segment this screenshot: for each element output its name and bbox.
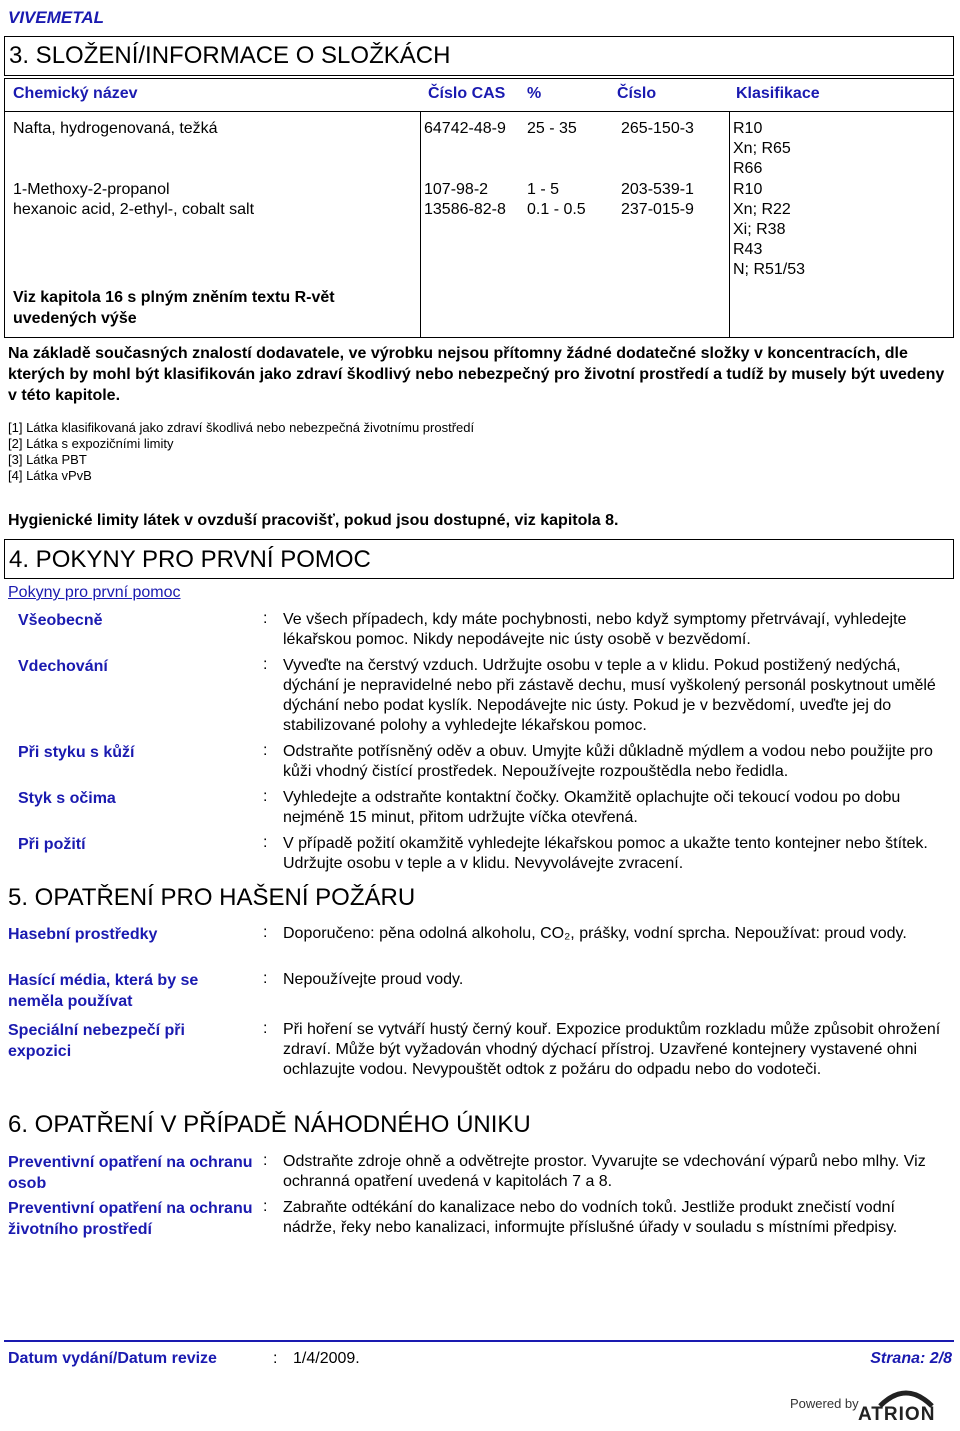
row3-cas: 13586-82-8 <box>424 201 506 218</box>
first-aid-general-label: Všeobecně <box>18 612 103 629</box>
date-label: Datum vydání/Datum revize <box>8 1350 217 1367</box>
extinguishing-media-label: Hasební prostředky <box>8 926 158 943</box>
environmental-precautions-label: Preventivní opatření na ochranu životního prostředí <box>8 1200 253 1238</box>
col-header-class: Klasifikace <box>736 85 820 102</box>
first-aid-subtitle: Pokyny pro první pomoc <box>8 584 181 601</box>
section-3-title: 3. SLOŽENÍ/INFORMACE O SLOŽKÁCH <box>9 42 451 69</box>
first-aid-inhalation-label: Vdechování <box>18 658 108 675</box>
colon: : <box>263 788 268 805</box>
note-item: [4] Látka vPvB <box>8 468 92 483</box>
col-header-percent: % <box>527 85 542 102</box>
colon: : <box>263 834 268 851</box>
first-aid-eyes-label: Styk s očima <box>18 790 116 807</box>
first-aid-general-text: Ve všech případech, kdy máte pochybnosti, nebo když symptomy přetrvávají, vyhledejte lékařskou pomoc. Nikdy nepodávejte nic ústy osobě v bezvědomí. <box>283 611 907 648</box>
col-divider <box>729 111 730 337</box>
first-aid-skin-text: Odstraňte potřísněný oděv a obuv. Umyjte kůži důkladně mýdlem a vodou nebo použijte pro kůži vhodný čistící prostředek. Nepoužívejte rozpouštědla nebo ředidla. <box>283 743 933 780</box>
row1-class-3: R66 <box>733 160 763 177</box>
section-5-title: 5. OPATŘENÍ PRO HAŠENÍ POŽÁRU <box>8 884 416 911</box>
colon: : <box>263 610 268 627</box>
row2-percent: 1 - 5 <box>527 181 560 198</box>
col-header-name: Chemický název <box>13 85 138 102</box>
special-hazards-text: Při hoření se vytváří hustý černý kouř. Expozice produktům rozkladu může způsobit ohrožení zdraví. Může být vyžadován vhodný dýchací přístroj. Uzavřené kontejnery vystavené ohni ochlazujte vodou. Nevypouštět odtok z požáru do odpadu nebo do vodoteči. <box>283 1021 941 1078</box>
page-number: Strana: 2/8 <box>870 1350 952 1367</box>
first-aid-ingestion-label: Při požití <box>18 836 86 853</box>
footer-colon: : <box>273 1350 278 1367</box>
row1-class-2: Xn; R65 <box>733 140 791 157</box>
atrion-logo-text: ATRION <box>858 1404 936 1425</box>
first-aid-ingestion-text: V případě požití okamžitě vyhledejte lékařskou pomoc a ukažte tento kontejner nebo štítek. Udržujte osobu v teple a v klidu. Nevyvolávejte zvracení. <box>283 835 928 872</box>
unsuitable-media-label: Hasící média, která by se neměla používat <box>8 972 199 1010</box>
row3-class-1: Xn; R22 <box>733 201 791 218</box>
environmental-precautions-text: Zabraňte odtékání do kanalizace nebo do vodních toků. Jestliže produkt znečistí vodní nádrže, řeky nebo kanalizaci, informujte příslušné úřady v souladu s místními předpisy. <box>283 1199 898 1236</box>
colon: : <box>263 924 268 941</box>
row2-cas: 107-98-2 <box>424 181 489 198</box>
company-name: VIVEMETAL <box>8 8 105 27</box>
note-item: [2] Látka s expozičními limity <box>8 436 174 451</box>
special-hazards-label: Speciální nebezpečí při expozici <box>8 1022 185 1060</box>
colon: : <box>263 1152 268 1169</box>
section-4-title: 4. POKYNY PRO PRVNÍ POMOC <box>9 546 371 573</box>
footer-divider <box>4 1340 954 1342</box>
col-header-cas: Číslo CAS <box>428 85 506 102</box>
col-header-ec: Číslo <box>617 85 657 102</box>
personal-precautions-text: Odstraňte zdroje ohně a odvětrejte prostor. Vyvarujte se vdechování výparů nebo mlhy. Viz ochranná opatření uvedená v kapitolách 7 a 8. <box>283 1153 926 1190</box>
colon: : <box>263 656 268 673</box>
footer-date-label <box>8 1350 217 1368</box>
row3-ec: 237-015-9 <box>621 201 694 218</box>
section-3-header <box>4 36 954 76</box>
row3-percent: 0.1 - 0.5 <box>527 201 586 218</box>
colon: : <box>263 742 268 759</box>
unsuitable-media-text: Nepoužívejte proud vody. <box>283 971 464 988</box>
row1-percent: 25 - 35 <box>527 120 577 137</box>
notes-list <box>8 420 474 484</box>
row2-ec: 203-539-1 <box>621 181 694 198</box>
first-aid-inhalation-text: Vyveďte na čerstvý vzduch. Udržujte osobu v teple a v klidu. Pokud postižený nedýchá, dýchání je nepravidelné nebo při zástavě dechu, musí vyškolený personál poskytnout umělé dýchání nebo podat kyslík. Nepodávejte nic ústy. Pokud je v bezvědomí, uveďte jej do stabilizované polohy a vyhledejte lékařskou pomoc. <box>283 657 936 734</box>
row1-name: Nafta, hydrogenovaná, težká <box>13 120 218 137</box>
first-aid-eyes-text: Vyhledejte a odstraňte kontaktní čočky. Okamžitě oplachujte oči tekoucí vodou po dobu nejméně 15 minut, přitom udržujte víčka otevřená. <box>283 789 901 826</box>
row3-name: hexanoic acid, 2-ethyl-, cobalt salt <box>13 201 255 218</box>
row1-ec: 265-150-3 <box>621 120 694 137</box>
colon: : <box>263 1020 268 1037</box>
composition-table <box>4 78 954 338</box>
footer-date: 1/4/2009. <box>293 1350 360 1367</box>
r-phrases-note: Viz kapitola 16 s plným zněním textu R-vět uvedených výše <box>13 289 335 327</box>
section-4-header <box>4 539 954 579</box>
row3-class-3: R43 <box>733 241 763 258</box>
row3-class-2: Xi; R38 <box>733 221 786 238</box>
powered-by-label: Powered by <box>790 1396 859 1411</box>
row2-name: 1-Methoxy-2-propanol <box>13 181 170 198</box>
row1-class-1: R10 <box>733 120 763 137</box>
section-6-title: 6. OPATŘENÍ V PŘÍPADĚ NÁHODNÉHO ÚNIKU <box>8 1111 531 1138</box>
colon: : <box>263 1198 268 1215</box>
note-item: [1] Látka klasifikovaná jako zdraví škodlivá nebo nebezpečná životnímu prostředí <box>8 420 475 435</box>
extinguishing-media-text: Doporučeno: pěna odolná alkoholu, CO₂, prášky, vodní sprcha. Nepoužívat: proud vody. <box>283 925 907 942</box>
table-header-row <box>5 79 953 112</box>
row1-cas: 64742-48-9 <box>424 120 506 137</box>
row3-class-4: N; R51/53 <box>733 261 806 278</box>
colon: : <box>263 970 268 987</box>
note-item: [3] Látka PBT <box>8 452 87 467</box>
composition-statement: Na základě současných znalostí dodavatele, ve výrobku nejsou přítomny žádné dodatečné složky v koncentracích, dle kterých by mohl být klasifikován jako zdraví škodlivý nebo nebezpečný pro životní prostředí a tudíž by musely být uvedeny v této kapitole. <box>8 345 945 404</box>
col-divider <box>420 111 421 337</box>
first-aid-skin-label: Při styku s kůží <box>18 744 135 761</box>
row2-class-1: R10 <box>733 181 763 198</box>
personal-precautions-label: Preventivní opatření na ochranu osob <box>8 1154 253 1192</box>
hygiene-limits-note: Hygienické limity látek v ovzduší pracovišť, pokud jsou dostupné, viz kapitola 8. <box>8 512 619 529</box>
